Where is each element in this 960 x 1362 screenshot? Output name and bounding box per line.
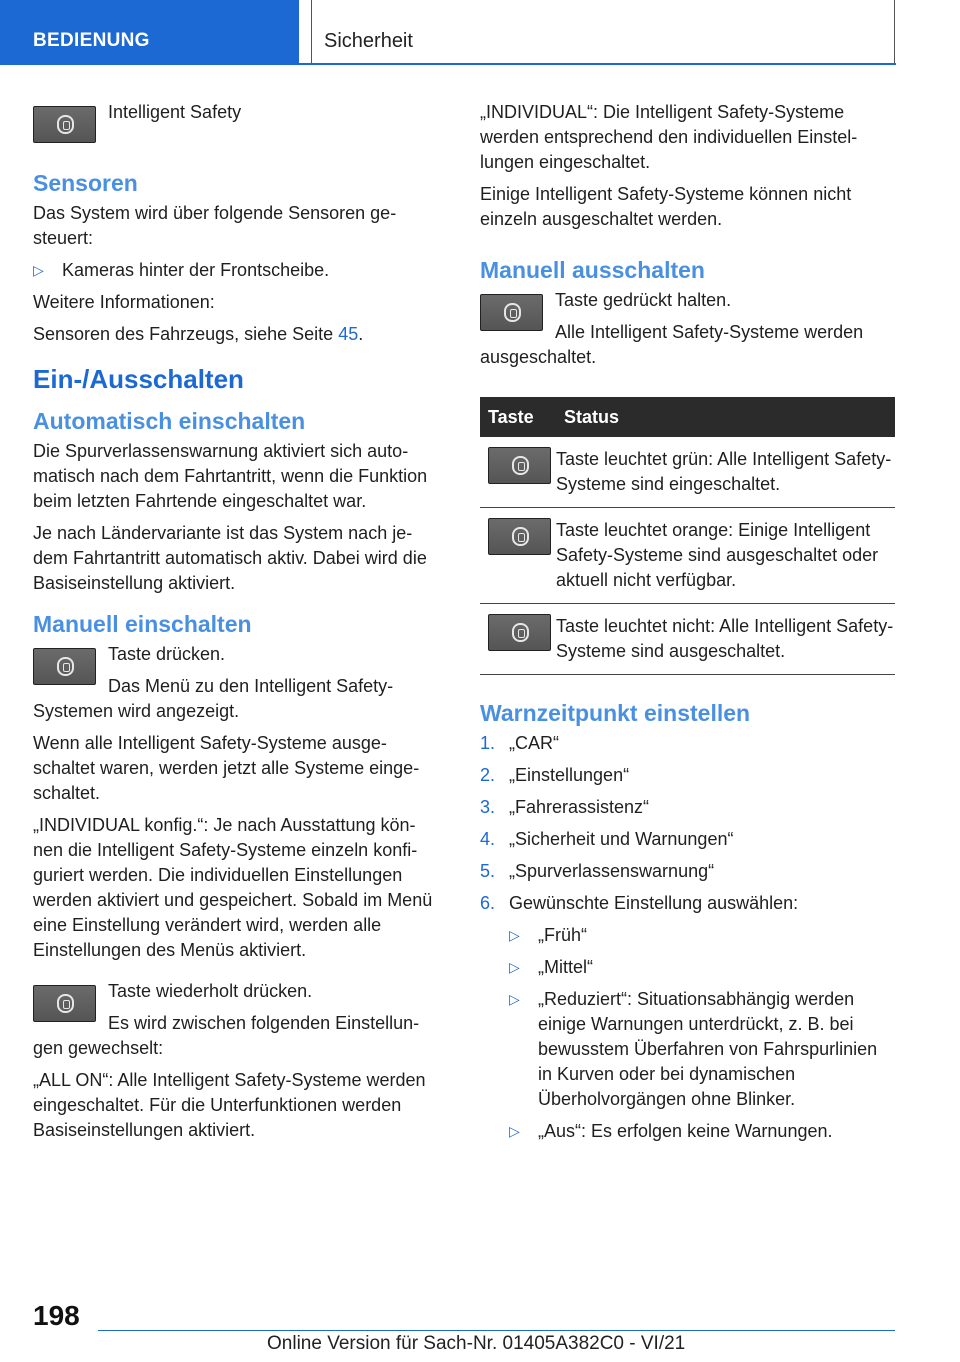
note-paragraph: Einige Intelligent Safety-Systeme können nicht einzeln ausgeschaltet werden. bbox=[480, 184, 852, 229]
icon-caption: Intelligent Safety bbox=[108, 102, 242, 122]
right-column bbox=[480, 100, 895, 1151]
step-text: Taste gedrückt halten. bbox=[555, 290, 732, 310]
menu-path-item: „Sicherheit und Warnungen“ bbox=[509, 829, 734, 849]
list-item bbox=[509, 987, 895, 1112]
status-table bbox=[480, 397, 895, 675]
option-text: „Reduziert“: Situationsabhängig werden einige Warnungen unterdrückt, z. B. bei bewusstem Überfahren von Fahrspurlinien in Kurven oder bei dynamischen Überholvorgängen ohne Blinker. bbox=[538, 989, 878, 1109]
list-item bbox=[480, 891, 895, 1144]
list-item bbox=[480, 827, 895, 852]
footer-version: Online Version für Sach-Nr. 01405A382C0 - VI/21 bbox=[267, 1333, 686, 1354]
triangle-bullet-icon: ▷ bbox=[33, 262, 44, 278]
intelligent-safety-button-icon bbox=[488, 614, 551, 651]
table-cell-status: Taste leuchtet nicht: Alle Intelligent Safety-Systeme sind ausgeschaltet. bbox=[556, 604, 895, 675]
section-tab bbox=[0, 0, 299, 65]
table-cell-icon bbox=[480, 508, 556, 604]
left-column bbox=[33, 100, 438, 1150]
bullet-text: Kameras hinter der Frontscheibe. bbox=[62, 260, 330, 280]
header-edge bbox=[894, 0, 895, 63]
reference-text: Sensoren des Fahrzeugs, siehe Seite bbox=[33, 324, 339, 344]
list-item bbox=[33, 258, 438, 283]
list-item bbox=[480, 795, 895, 820]
list-item bbox=[509, 923, 895, 948]
menu-path-item: „Einstellungen“ bbox=[509, 765, 630, 785]
triangle-bullet-icon: ▷ bbox=[509, 1123, 520, 1139]
table-cell-status: Taste leuchtet grün: Alle Intelligent Safety-Systeme sind eingeschaltet. bbox=[556, 437, 895, 508]
step-text: Taste drücken. bbox=[108, 644, 226, 664]
option-text: „Mittel“ bbox=[538, 957, 593, 977]
header-divider bbox=[311, 0, 312, 63]
step-text: Taste wiederholt drücken. bbox=[108, 981, 313, 1001]
triangle-bullet-icon: ▷ bbox=[509, 927, 520, 943]
manual-paragraph-1: Wenn alle Intelligent Safety-Systeme ausgeschaltet waren, werden jetzt alle Systeme eingeschaltet. bbox=[33, 733, 420, 803]
option-list bbox=[509, 923, 895, 1144]
list-item bbox=[509, 955, 895, 980]
table-row bbox=[480, 604, 895, 675]
step-text: Gewünschte Einstellung auswählen: bbox=[509, 893, 799, 913]
intelligent-safety-button-icon bbox=[33, 985, 96, 1022]
footer-rule bbox=[98, 1330, 895, 1331]
list-item bbox=[480, 859, 895, 884]
step-number: 1. bbox=[480, 733, 496, 753]
list-item bbox=[509, 1119, 895, 1144]
reference-end: . bbox=[358, 324, 364, 344]
manual-repeat-step bbox=[33, 979, 438, 1068]
table-header-row bbox=[480, 397, 895, 437]
steps-list bbox=[480, 731, 895, 1144]
triangle-bullet-icon: ▷ bbox=[509, 991, 520, 1007]
step-number: 2. bbox=[480, 765, 496, 785]
step-result: Es wird zwischen folgenden Einstellungen gewechselt: bbox=[33, 1013, 420, 1058]
intelligent-safety-button-icon bbox=[33, 106, 96, 143]
heading-warnzeitpunkt: Warnzeitpunkt einstellen bbox=[480, 700, 751, 726]
step-number: 6. bbox=[480, 893, 496, 913]
page-number: 198 bbox=[33, 1300, 80, 1331]
table-cell-status: Taste leuchtet orange: Einige Intelligent Safety-Systeme sind ausgeschaltet oder aktuell nicht verfügbar. bbox=[556, 508, 895, 604]
heading-ein-ausschalten: Ein-/Ausschalten bbox=[33, 364, 244, 394]
step-result: Alle Intelligent Safety-Systeme werden ausgeschaltet. bbox=[480, 322, 864, 367]
page-reference bbox=[33, 322, 438, 347]
list-item bbox=[480, 763, 895, 788]
step-number: 5. bbox=[480, 861, 496, 881]
table-cell-icon bbox=[480, 437, 556, 508]
manual-paragraph-2: „INDIVIDUAL konfig.“: Je nach Ausstattung können die Intelligent Safety-Systeme einzeln konfiguriert werden. Die individuellen Einstellungen werden aktiviert und gespeichert. Sobald im Menü eine Einstellung verändert wird, werden alle Einstellungen des Menüs aktiviert. bbox=[33, 815, 433, 960]
table-row bbox=[480, 508, 895, 604]
column-header-status: Status bbox=[556, 397, 895, 437]
page-link[interactable]: 45 bbox=[338, 324, 359, 344]
menu-path-item: „Fahrerassistenz“ bbox=[509, 797, 650, 817]
triangle-bullet-icon: ▷ bbox=[509, 959, 520, 975]
section-label: BEDIENUNG bbox=[33, 30, 150, 51]
safety-glyph-icon bbox=[57, 994, 74, 1013]
step-number: 3. bbox=[480, 797, 496, 817]
safety-glyph-icon bbox=[57, 657, 74, 676]
safety-glyph-icon bbox=[512, 456, 529, 475]
intelligent-safety-button-icon bbox=[488, 518, 551, 555]
option-text: „Aus“: Es erfolgen keine Warnungen. bbox=[538, 1121, 833, 1141]
heading-manuell-einschalten: Manuell einschalten bbox=[33, 611, 252, 637]
auto-paragraph-1: Die Spurverlassenswarnung aktiviert sich automatisch nach dem Fahrtantritt, wenn die Funktion beim letzten Fahrtende eingeschaltet war. bbox=[33, 441, 428, 511]
step-result: Das Menü zu den Intelligent Safety-Systemen wird angezeigt. bbox=[33, 676, 394, 721]
column-header-taste: Taste bbox=[480, 397, 556, 437]
list-item bbox=[480, 731, 895, 756]
page-title: Sicherheit bbox=[324, 30, 413, 52]
intelligent-safety-button-icon bbox=[488, 447, 551, 484]
individual-paragraph: „INDIVIDUAL“: Die Intelligent Safety-Systeme werden entsprechend den individuellen Einstellungen eingeschaltet. bbox=[480, 102, 858, 172]
manual-on-step bbox=[33, 642, 438, 731]
safety-glyph-icon bbox=[512, 527, 529, 546]
intelligent-safety-button-icon bbox=[480, 294, 543, 331]
intelligent-safety-intro bbox=[33, 100, 438, 147]
step-number: 4. bbox=[480, 829, 496, 849]
heading-sensoren: Sensoren bbox=[33, 170, 138, 196]
info-label: Weitere Informationen: bbox=[33, 292, 215, 312]
option-text: „Früh“ bbox=[538, 925, 587, 945]
sensoren-text: Das System wird über folgende Sensoren gesteuert: bbox=[33, 203, 397, 248]
table-row bbox=[480, 437, 895, 508]
intelligent-safety-button-icon bbox=[33, 648, 96, 685]
header-rule bbox=[299, 63, 896, 65]
manual-paragraph-3: „ALL ON“: Alle Intelligent Safety-Systeme werden eingeschaltet. Für die Unterfunktionen werden Basiseinstellungen aktiviert. bbox=[33, 1070, 426, 1140]
menu-path-item: „Spurverlassenswarnung“ bbox=[509, 861, 715, 881]
safety-glyph-icon bbox=[512, 623, 529, 642]
auto-paragraph-2: Je nach Ländervariante ist das System nach jedem Fahrtantritt automatisch aktiv. Dabei wird die Basiseinstellung aktiviert. bbox=[33, 523, 427, 593]
manual-off-step bbox=[480, 288, 895, 377]
heading-automatisch: Automatisch einschalten bbox=[33, 408, 306, 434]
safety-glyph-icon bbox=[504, 303, 521, 322]
menu-path-item: „CAR“ bbox=[509, 733, 559, 753]
heading-manuell-ausschalten: Manuell ausschalten bbox=[480, 257, 705, 283]
safety-glyph-icon bbox=[57, 115, 74, 134]
table-cell-icon bbox=[480, 604, 556, 675]
